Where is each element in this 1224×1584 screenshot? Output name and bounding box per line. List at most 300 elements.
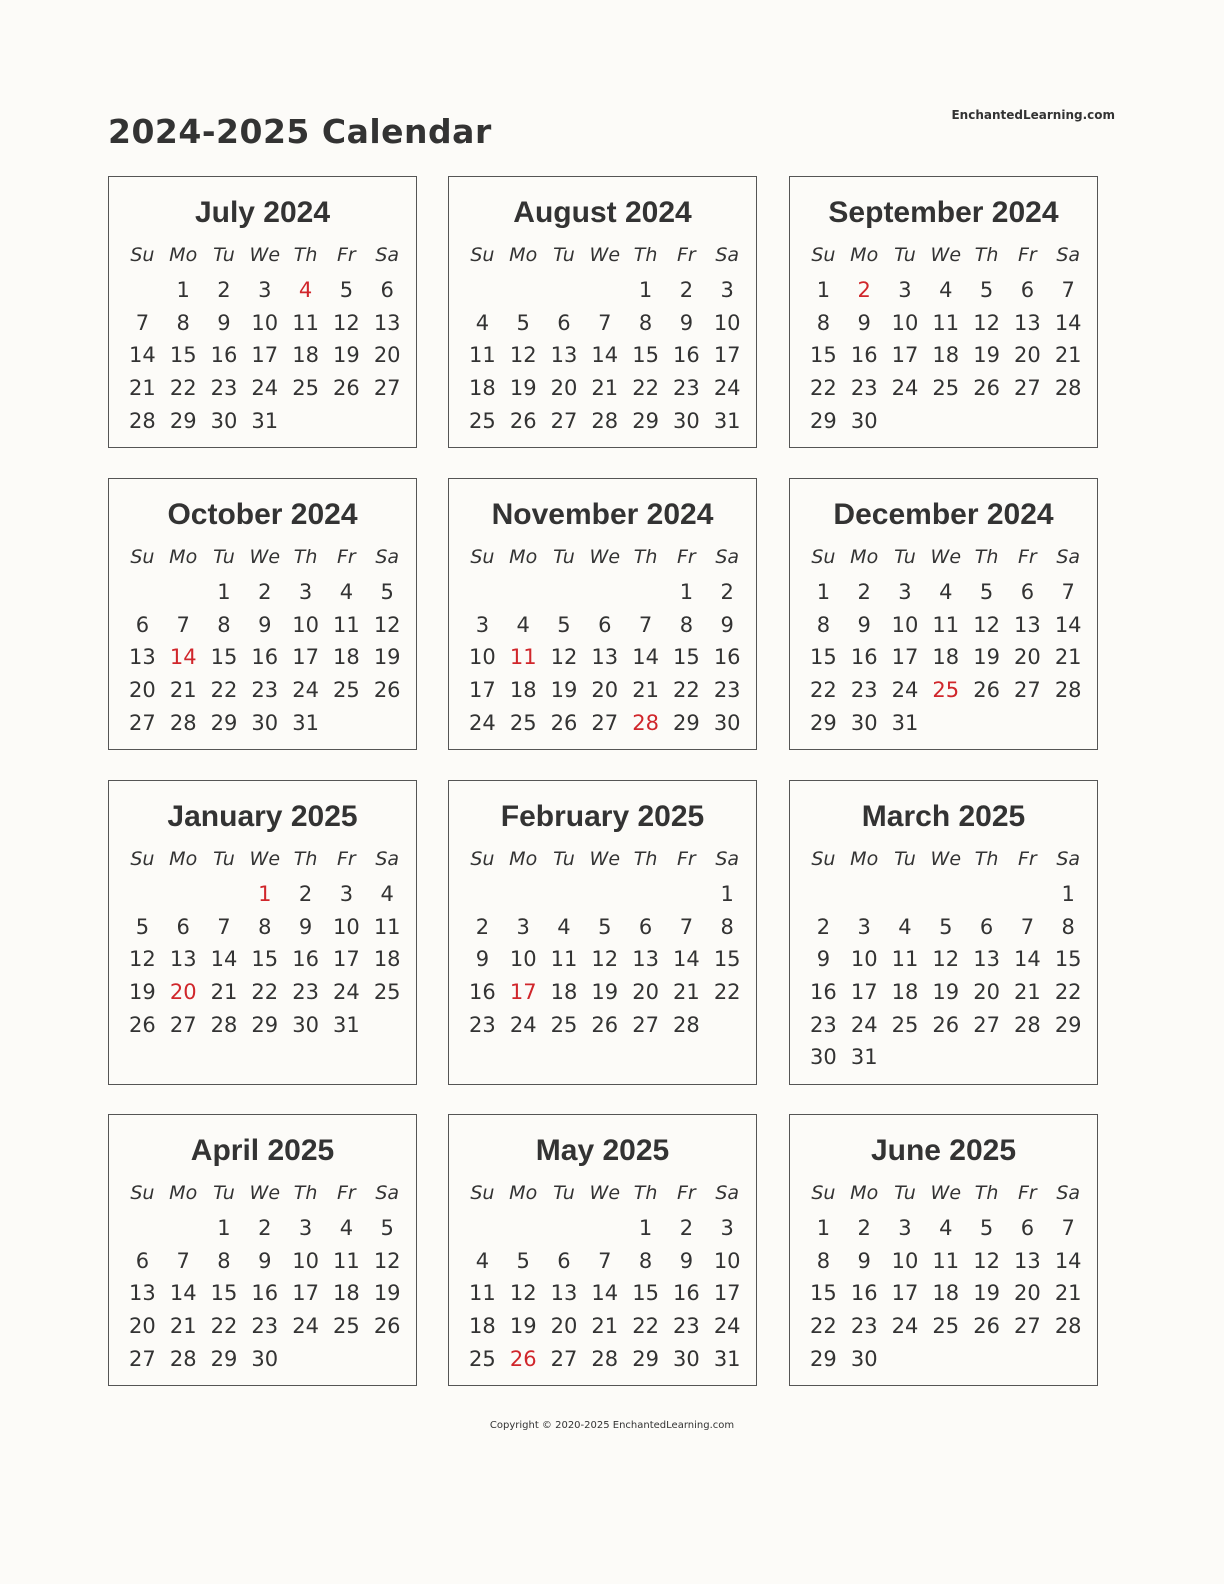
empty-day-cell [1048, 707, 1089, 740]
week-row [462, 1277, 756, 1310]
day-cell: 22 [210, 678, 238, 703]
day-cell: 21 [1054, 645, 1082, 670]
week-row [462, 878, 756, 911]
weekday-label: Sa [1056, 546, 1081, 568]
day-cell: 10 [333, 914, 360, 939]
weekday-label: We [589, 848, 621, 870]
weekday-label: Fr [337, 546, 356, 568]
day-cell: 13 [973, 947, 1000, 972]
day-cell: 31 [713, 408, 741, 433]
holiday-day-cell: 1 [258, 882, 272, 906]
weekday-header-row [462, 1180, 756, 1206]
day-cell: 17 [891, 343, 919, 368]
day-cell: 4 [939, 580, 953, 604]
day-cell: 6 [557, 310, 571, 335]
empty-day-cell [584, 274, 625, 307]
weekday-label: Tu [553, 546, 575, 568]
week-row [122, 576, 416, 609]
day-cell: 29 [810, 408, 837, 433]
day-cell: 28 [210, 1012, 238, 1037]
week-row [122, 1212, 416, 1245]
empty-day-cell [966, 1041, 1007, 1074]
day-cell: 14 [1054, 1248, 1082, 1273]
day-cell: 20 [129, 1314, 156, 1339]
day-cell: 3 [898, 278, 912, 302]
weekday-label: Tu [553, 848, 575, 870]
week-row [803, 1041, 1097, 1074]
day-cell: 6 [598, 612, 612, 637]
day-cell: 1 [217, 1216, 231, 1240]
day-cell: 24 [713, 1314, 741, 1339]
weekday-label: Sa [375, 244, 400, 266]
day-cell: 29 [1054, 1012, 1082, 1037]
day-cell: 14 [1014, 947, 1041, 972]
day-cell: 14 [1054, 612, 1082, 637]
day-cell: 12 [333, 310, 360, 335]
month-title: October 2024 [167, 498, 358, 531]
empty-day-cell [966, 405, 1007, 438]
empty-day-cell [285, 1343, 326, 1376]
day-cell: 8 [1061, 914, 1075, 939]
holiday-day-cell: 20 [169, 980, 197, 1005]
day-cell: 3 [516, 914, 530, 939]
empty-day-cell [885, 1343, 926, 1376]
day-cell: 1 [638, 1216, 653, 1240]
day-cell: 25 [891, 1012, 919, 1037]
day-cell: 7 [1061, 1216, 1075, 1240]
day-cell: 24 [509, 1012, 537, 1037]
day-cell: 30 [292, 1012, 319, 1037]
empty-day-cell [966, 1343, 1007, 1376]
day-cell: 28 [1054, 376, 1082, 401]
weekday-label: Su [811, 546, 836, 568]
day-cell: 7 [679, 914, 694, 939]
week-row [462, 641, 756, 674]
empty-day-cell [666, 878, 707, 911]
day-cell: 30 [251, 1346, 279, 1371]
weekday-label: Mo [850, 1182, 879, 1204]
day-cell: 9 [816, 947, 831, 972]
weekday-label: Th [633, 848, 658, 870]
day-cell: 28 [169, 710, 197, 735]
day-cell: 15 [810, 343, 837, 368]
day-cell: 23 [810, 1012, 837, 1037]
day-cell: 12 [509, 1281, 537, 1306]
weekday-label: Tu [553, 1182, 575, 1204]
day-cell: 29 [632, 1346, 659, 1371]
month-box [108, 1114, 417, 1386]
weekday-label: We [930, 1182, 962, 1204]
week-row [462, 274, 756, 307]
weekday-label: Th [974, 546, 999, 568]
day-cell: 19 [973, 645, 1000, 670]
weekday-label: Su [470, 1182, 495, 1204]
month-title: April 2025 [190, 1134, 335, 1167]
empty-day-cell [367, 1343, 408, 1376]
day-cell: 26 [973, 678, 1000, 703]
month-box [789, 1114, 1098, 1386]
day-cell: 4 [557, 914, 571, 939]
day-cell: 4 [898, 914, 912, 939]
day-cell: 30 [810, 1045, 837, 1070]
day-cell: 2 [679, 1216, 694, 1240]
day-cell: 10 [891, 612, 919, 637]
day-cell: 25 [932, 376, 960, 401]
weekday-label: Tu [894, 546, 916, 568]
day-cell: 19 [509, 1314, 537, 1339]
empty-day-cell [1048, 1343, 1089, 1376]
holiday-day-cell: 26 [509, 1346, 537, 1371]
week-row [803, 1212, 1097, 1245]
day-cell: 15 [810, 1281, 837, 1306]
day-cell: 16 [251, 1281, 279, 1306]
day-cell: 8 [679, 612, 694, 637]
day-cell: 28 [1054, 678, 1082, 703]
week-row [803, 274, 1097, 307]
day-cell: 23 [673, 1314, 700, 1339]
day-cell: 4 [475, 310, 490, 335]
week-row [462, 1245, 756, 1278]
day-cell: 11 [469, 343, 496, 368]
day-cell: 30 [251, 710, 279, 735]
day-cell: 21 [1054, 343, 1082, 368]
holiday-day-cell: 2 [857, 278, 871, 302]
day-cell: 15 [713, 947, 741, 972]
day-cell: 19 [973, 343, 1000, 368]
day-cell: 7 [176, 1248, 190, 1273]
weekday-label: Tu [894, 244, 916, 266]
day-cell: 31 [850, 1045, 878, 1070]
day-cell: 6 [557, 1248, 571, 1273]
week-row [803, 943, 1097, 976]
month-box [108, 780, 417, 1085]
empty-day-cell [122, 274, 163, 307]
day-cell: 22 [713, 980, 741, 1005]
day-cell: 5 [979, 278, 994, 302]
day-cell: 1 [816, 278, 831, 302]
day-cell: 10 [251, 310, 279, 335]
day-cell: 20 [373, 343, 401, 368]
weekday-label: Sa [715, 848, 740, 870]
day-cell: 28 [591, 1346, 619, 1371]
week-row [462, 372, 756, 405]
day-cell: 2 [475, 914, 490, 939]
day-cell: 25 [550, 1012, 578, 1037]
weekday-label: We [930, 244, 962, 266]
day-cell: 9 [857, 1248, 871, 1273]
day-cell: 24 [469, 710, 496, 735]
weekday-label: Sa [715, 546, 740, 568]
day-cell: 8 [816, 310, 831, 335]
weekday-label: Fr [1018, 1182, 1037, 1204]
weekday-label: Th [293, 546, 318, 568]
empty-day-cell [544, 878, 585, 911]
empty-day-cell [925, 878, 966, 911]
holiday-day-cell: 11 [509, 645, 537, 670]
weekday-label: Su [130, 546, 155, 568]
day-cell: 29 [210, 1346, 238, 1371]
day-cell: 31 [891, 710, 919, 735]
day-cell: 23 [251, 678, 279, 703]
site-label[interactable]: EnchantedLearning.com [951, 108, 1115, 122]
weekday-label: Th [974, 848, 999, 870]
weekday-label: Tu [894, 1182, 916, 1204]
week-row [803, 1245, 1097, 1278]
day-cell: 27 [1014, 1314, 1041, 1339]
day-cell: 5 [516, 1248, 530, 1273]
day-cell: 11 [932, 1248, 960, 1273]
empty-day-cell [285, 405, 326, 438]
day-cell: 17 [333, 947, 360, 972]
day-cell: 4 [380, 882, 394, 906]
empty-day-cell [885, 405, 926, 438]
day-cell: 20 [973, 980, 1000, 1005]
day-cell: 26 [373, 678, 401, 703]
day-cell: 24 [891, 678, 919, 703]
day-cell: 8 [217, 1248, 231, 1273]
day-cell: 20 [129, 678, 156, 703]
day-cell: 20 [591, 678, 619, 703]
day-cell: 11 [292, 310, 319, 335]
day-cell: 9 [258, 1248, 272, 1273]
day-cell: 2 [857, 1216, 871, 1240]
empty-day-cell [707, 1009, 748, 1042]
day-cell: 1 [1061, 882, 1075, 906]
empty-day-cell [544, 274, 585, 307]
weekday-label: Th [633, 244, 658, 266]
day-cell: 1 [816, 1216, 831, 1240]
day-cell: 6 [979, 914, 994, 939]
day-cell: 26 [333, 376, 360, 401]
day-cell: 25 [333, 1314, 360, 1339]
weekday-label: Fr [677, 848, 696, 870]
day-cell: 15 [1054, 947, 1082, 972]
day-cell: 24 [292, 678, 319, 703]
day-cell: 1 [816, 580, 831, 604]
day-cell: 4 [939, 1216, 953, 1240]
weekday-label: We [589, 1182, 621, 1204]
day-cell: 19 [373, 645, 401, 670]
empty-day-cell [503, 274, 544, 307]
day-cell: 13 [591, 645, 619, 670]
day-cell: 2 [258, 580, 272, 604]
empty-day-cell [1007, 405, 1048, 438]
day-cell: 10 [469, 645, 496, 670]
day-cell: 20 [1014, 645, 1041, 670]
empty-day-cell [367, 707, 408, 740]
day-cell: 26 [591, 1012, 619, 1037]
day-cell: 17 [713, 1281, 741, 1306]
empty-day-cell [584, 878, 625, 911]
month-box [448, 780, 757, 1085]
day-cell: 24 [292, 1314, 319, 1339]
day-cell: 27 [550, 408, 578, 433]
day-cell: 26 [973, 1314, 1000, 1339]
weekday-label: Th [633, 546, 658, 568]
day-cell: 24 [891, 376, 919, 401]
weekday-label: Mo [850, 546, 879, 568]
day-cell: 19 [333, 343, 360, 368]
week-row [803, 1310, 1097, 1343]
day-cell: 9 [258, 612, 272, 637]
day-cell: 3 [258, 278, 272, 302]
day-cell: 6 [1020, 278, 1035, 302]
day-cell: 28 [129, 408, 156, 433]
month-title: January 2025 [167, 800, 358, 833]
day-cell: 18 [333, 1281, 360, 1306]
day-cell: 19 [509, 376, 537, 401]
day-cell: 18 [469, 376, 496, 401]
day-cell: 9 [679, 310, 694, 335]
empty-day-cell [925, 1041, 966, 1074]
day-cell: 9 [720, 612, 734, 637]
day-cell: 28 [169, 1346, 197, 1371]
day-cell: 16 [469, 980, 496, 1005]
day-cell: 19 [932, 980, 960, 1005]
day-cell: 14 [169, 1281, 197, 1306]
day-cell: 12 [973, 310, 1000, 335]
day-cell: 15 [810, 645, 837, 670]
empty-day-cell [503, 1212, 544, 1245]
day-cell: 23 [673, 376, 700, 401]
day-cell: 30 [850, 710, 878, 735]
day-cell: 22 [251, 980, 279, 1005]
day-cell: 26 [509, 408, 537, 433]
empty-day-cell [367, 405, 408, 438]
day-cell: 10 [713, 1248, 741, 1273]
day-cell: 16 [850, 1281, 878, 1306]
weekday-label: We [249, 244, 281, 266]
weekday-label: Th [293, 1182, 318, 1204]
week-row [122, 339, 416, 372]
day-cell: 15 [251, 947, 279, 972]
day-cell: 25 [932, 1314, 960, 1339]
weekday-label: We [589, 546, 621, 568]
day-cell: 26 [129, 1012, 156, 1037]
empty-day-cell [367, 1009, 408, 1042]
day-cell: 24 [891, 1314, 919, 1339]
day-cell: 9 [857, 310, 871, 335]
day-cell: 6 [380, 278, 394, 302]
week-row [803, 307, 1097, 340]
day-cell: 28 [591, 408, 619, 433]
week-row [122, 976, 416, 1009]
week-row [803, 911, 1097, 944]
day-cell: 11 [891, 947, 919, 972]
week-row [462, 707, 756, 740]
week-row [803, 707, 1097, 740]
week-row [462, 976, 756, 1009]
weekday-label: Su [130, 244, 155, 266]
weekday-label: Su [811, 1182, 836, 1204]
day-cell: 27 [169, 1012, 197, 1037]
day-cell: 29 [810, 710, 837, 735]
month-title: July 2024 [194, 196, 331, 229]
weekday-label: Mo [850, 244, 879, 266]
empty-day-cell [503, 576, 544, 609]
weekday-label: Tu [213, 546, 235, 568]
day-cell: 14 [210, 947, 238, 972]
day-cell: 25 [509, 710, 537, 735]
week-row [462, 307, 756, 340]
day-cell: 13 [1014, 612, 1041, 637]
weekday-header-row [462, 242, 756, 268]
weekday-label: Th [974, 1182, 999, 1204]
day-cell: 7 [217, 914, 231, 939]
day-cell: 3 [857, 914, 871, 939]
day-cell: 24 [713, 376, 741, 401]
day-cell: 4 [939, 278, 953, 302]
day-cell: 22 [810, 376, 837, 401]
day-cell: 27 [973, 1012, 1000, 1037]
day-cell: 18 [373, 947, 401, 972]
weekday-label: Fr [677, 546, 696, 568]
empty-day-cell [1007, 878, 1048, 911]
day-cell: 11 [932, 310, 960, 335]
day-cell: 31 [292, 710, 319, 735]
empty-day-cell [122, 878, 163, 911]
day-cell: 2 [720, 580, 734, 604]
week-row [122, 609, 416, 642]
empty-day-cell [803, 878, 844, 911]
day-cell: 25 [469, 1346, 496, 1371]
day-cell: 30 [210, 408, 238, 433]
weekday-header-row [803, 1180, 1097, 1206]
day-cell: 8 [638, 1248, 653, 1273]
day-cell: 15 [673, 645, 700, 670]
day-cell: 9 [679, 1248, 694, 1273]
week-row [462, 911, 756, 944]
day-cell: 12 [973, 612, 1000, 637]
weekday-label: Fr [337, 848, 356, 870]
day-cell: 5 [135, 914, 150, 939]
empty-day-cell [462, 576, 503, 609]
week-row [122, 1245, 416, 1278]
day-cell: 3 [339, 882, 354, 906]
day-cell: 7 [1020, 914, 1035, 939]
empty-day-cell [885, 878, 926, 911]
holiday-day-cell: 28 [632, 710, 659, 735]
month-box [108, 478, 417, 750]
empty-day-cell [462, 878, 503, 911]
week-row [803, 976, 1097, 1009]
day-cell: 11 [333, 1248, 360, 1273]
day-cell: 19 [591, 980, 619, 1005]
weekday-label: Mo [509, 244, 538, 266]
day-cell: 25 [469, 408, 496, 433]
day-cell: 3 [720, 278, 734, 302]
week-row [122, 943, 416, 976]
day-cell: 5 [380, 580, 394, 604]
day-cell: 7 [1061, 278, 1075, 302]
week-row [122, 674, 416, 707]
weekday-header-row [803, 846, 1097, 872]
day-cell: 15 [632, 343, 659, 368]
empty-day-cell [462, 1212, 503, 1245]
day-cell: 9 [298, 914, 313, 939]
day-cell: 12 [373, 1248, 401, 1273]
day-cell: 12 [509, 343, 537, 368]
empty-day-cell [204, 878, 245, 911]
weekday-label: Fr [1018, 546, 1037, 568]
empty-day-cell [966, 878, 1007, 911]
month-title: June 2025 [870, 1134, 1017, 1167]
day-cell: 17 [891, 645, 919, 670]
day-cell: 23 [469, 1012, 496, 1037]
week-row [122, 1277, 416, 1310]
week-row [462, 609, 756, 642]
day-cell: 22 [632, 1314, 659, 1339]
